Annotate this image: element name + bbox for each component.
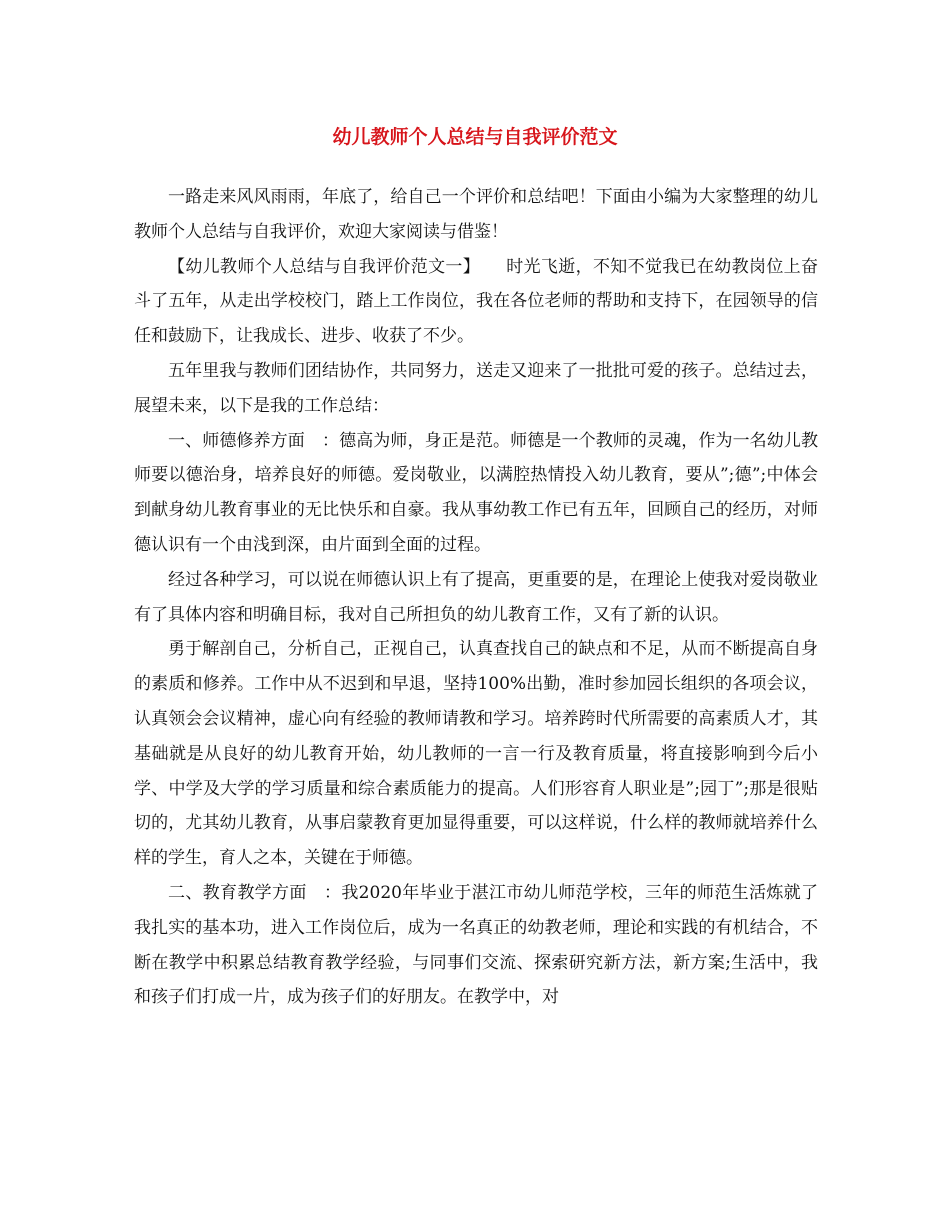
paragraph-teaching: 二、教育教学方面 ：我2020年毕业于湛江市幼儿师范学校，三年的师范生活炼就了我扎实的基本功，进入工作岗位后，成为一名真正的幼教老师，理论和实践的有机结合，不断在教学中积累总结教育教学经验，与同事们交流、探索研究新方法，新方案;生活中，我和孩子们打成一片，成为孩子们的好朋友。在教学中，对 (134, 882, 818, 1008)
document-title: 幼儿教师个人总结与自我评价范文 (332, 126, 618, 148)
document-body (134, 180, 818, 1015)
paragraph-five-years: 五年里我与教师们团结协作，共同努力，送走又迎来了一批批可爱的孩子。总结过去，展望未来，以下是我的工作总结： (134, 360, 818, 416)
paragraph-learning: 经过各种学习，可以说在师德认识上有了提高，更重要的是，在理论上使我对爱岗敬业有了具体内容和明确目标，我对自己所担负的幼儿教育工作，又有了新的认识。 (134, 569, 818, 625)
paragraph-sample-one: 【幼儿教师个人总结与自我评价范文一】 时光飞逝，不知不觉我已在幼教岗位上奋斗了五年，从走出学校校门，踏上工作岗位，我在各位老师的帮助和支持下，在园领导的信任和鼓励下，让我成长、进步、收获了不少。 (134, 256, 818, 347)
paragraph-self-analysis: 勇于解剖自己，分析自己，正视自己，认真查找自己的缺点和不足，从而不断提高自身的素质和修养。工作中从不迟到和早退，坚持100%出勤，准时参加园长组织的各项会议，认真领会会议精神，虚心向有经验的教师请教和学习。培养跨时代所需要的高素质人才，其基础就是从良好的幼儿教育开始，幼儿教师的一言一行及教育质量，将直接影响到今后小学、中学及大学的学习质量和综合素质能力的提高。人们形容育人职业是”;园丁”;那是很贴切的，尤其幼儿教育，从事启蒙教育更加显得重要，可以这样说，什么样的教师就培养什么样的学生，育人之本，关键在于师德。 (134, 639, 818, 869)
paragraph-teacher-ethics: 一、师德修养方面 ：德高为师，身正是范。师德是一个教师的灵魂，作为一名幼儿教师要以德治身，培养良好的师德。爱岗敬业，以满腔热情投入幼儿教育，要从”;德”;中体会到献身幼儿教育事业的无比快乐和自豪。我从事幼教工作已有五年，回顾自己的经历，对师德认识有一个由浅到深，由片面到全面的过程。 (134, 430, 818, 555)
paragraph-intro: 一路走来风风雨雨，年底了，给自己一个评价和总结吧！下面由小编为大家整理的幼儿教师个人总结与自我评价，欢迎大家阅读与借鉴！ (134, 187, 818, 242)
